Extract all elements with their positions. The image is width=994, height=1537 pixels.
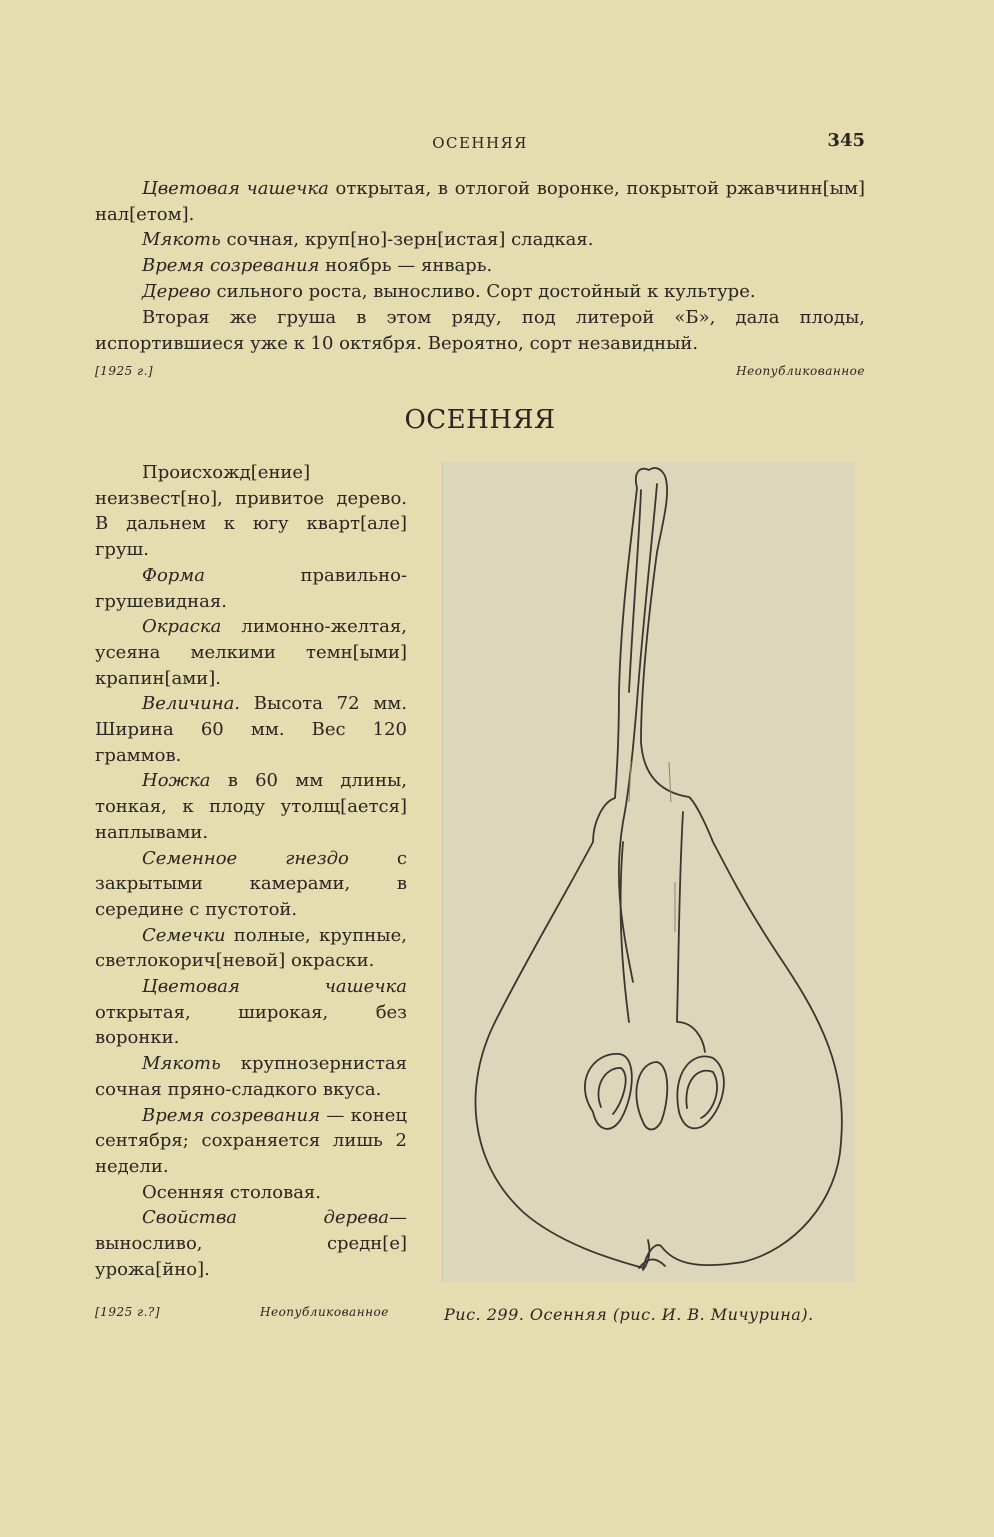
stalk-label: Ножка [142,770,211,792]
flesh2-paragraph [95,1051,407,1102]
shape-paragraph [95,563,407,614]
origin-paragraph [95,460,407,563]
ripening2-text: — конец сентября; сохраняется лишь 2 недели. [95,1104,407,1177]
seeds-label: Семечки [142,924,226,946]
use-text: Осенняя столовая. [142,1181,322,1203]
ripening2-label: Время созревания [142,1104,321,1126]
second-pear-paragraph [95,305,865,356]
flesh2-text: крупнозернистая сочная пряно-сладкого вкуса. [95,1053,407,1100]
calyx2-label: Цветовая чашечка [142,976,407,998]
tree-props-text: — выносливо, средн[е] урожа[йно]. [95,1207,407,1280]
shape-label: Форма [142,564,205,586]
pear-outline [475,468,841,1268]
stalk-text: в 60 мм длины, тонкая, к плоду утолщ[ается] наплывами. [95,770,407,843]
flesh-paragraph [95,227,865,253]
tree-paragraph [95,279,865,305]
ripening-paragraph [95,253,865,279]
flesh2-label: Мякоть [142,1053,221,1075]
seed-nest-label: Семенное гнездо [142,847,349,869]
seeds-text: полные, крупные, светлокорич[невой] окраски. [95,924,407,972]
calyx2-text: открытая, широкая, без воронки. [95,1001,407,1049]
seed-right-inner [686,1071,717,1118]
pear-inner-line [619,484,657,982]
calyx-paragraph [95,176,865,227]
tree-label: Дерево [142,281,211,302]
figure-caption: Рис. 299. Осенняя (рис. И. В. Мичурина). [444,1305,814,1324]
origin-text: Происхожд[ение] неизвест[но], привитое дерево. В дальнем к югу кварт[але] груш. [95,462,407,561]
pear-figure [442,462,855,1282]
tree-text: сильного роста, выносливо. Сорт достойный к культуре. [210,281,756,302]
footer-date: [1925 г.?] [95,1305,161,1319]
color-paragraph [95,614,407,691]
footer-status: Неопубликованное [260,1305,389,1319]
seed-center [636,1062,667,1130]
seed-nest-text: с закрытыми камерами, в середине с пустотой. [95,847,407,920]
use-paragraph [95,1180,407,1206]
size-label: Величина. [142,693,241,715]
calyx-text: открытая, в отлогой воронке, покрытой ржавчинн[ым] нал[етом]. [95,178,865,225]
pear-cross-section-icon [443,462,855,1282]
entry-status: Неопубликованное [736,364,865,378]
calyx2-paragraph [95,974,407,1051]
tree-props-label: Свойства дерева [142,1207,389,1229]
description-column [95,460,407,1283]
tree-props-paragraph [95,1205,407,1282]
calyx-label: Цветовая чашечка [142,178,329,199]
section-title: ОСЕННЯЯ [404,405,556,435]
color-text: лимонно-желтая, усеяна мелкими темн[ыми] крапин[ами]. [95,616,407,689]
ripening2-paragraph [95,1103,407,1180]
page-number: 345 [827,130,865,151]
flesh-text: сочная, круп[но]-зерн[истая] сладкая. [220,229,594,250]
second-pear-text: Вторая же груша в этом ряду, под литерой «Б», дала плоды, испортившиеся уже к 10 октября. Вероятно, сорт незавидный. [95,307,865,354]
ripening-label: Время созревания [142,255,320,276]
size-text: Высота 72 мм. Ширина 60 мм. Вес 120 граммов. [95,693,407,766]
ripening-text: ноябрь — январь. [319,255,493,276]
seed-nest-paragraph [95,846,407,923]
shape-text: правильно-грушевидная. [95,564,407,612]
stalk-paragraph [95,768,407,845]
seeds-paragraph [95,923,407,974]
color-label: Окраска [142,616,222,638]
flesh-label: Мякоть [142,229,221,250]
seed-left-inner [598,1068,625,1114]
size-paragraph [95,691,407,768]
core-line-right [677,812,705,1052]
running-head [95,128,865,158]
entry-date: [1925 г.] [95,364,154,378]
entry-meta [95,364,865,384]
running-title: ОСЕННЯЯ [432,134,528,152]
